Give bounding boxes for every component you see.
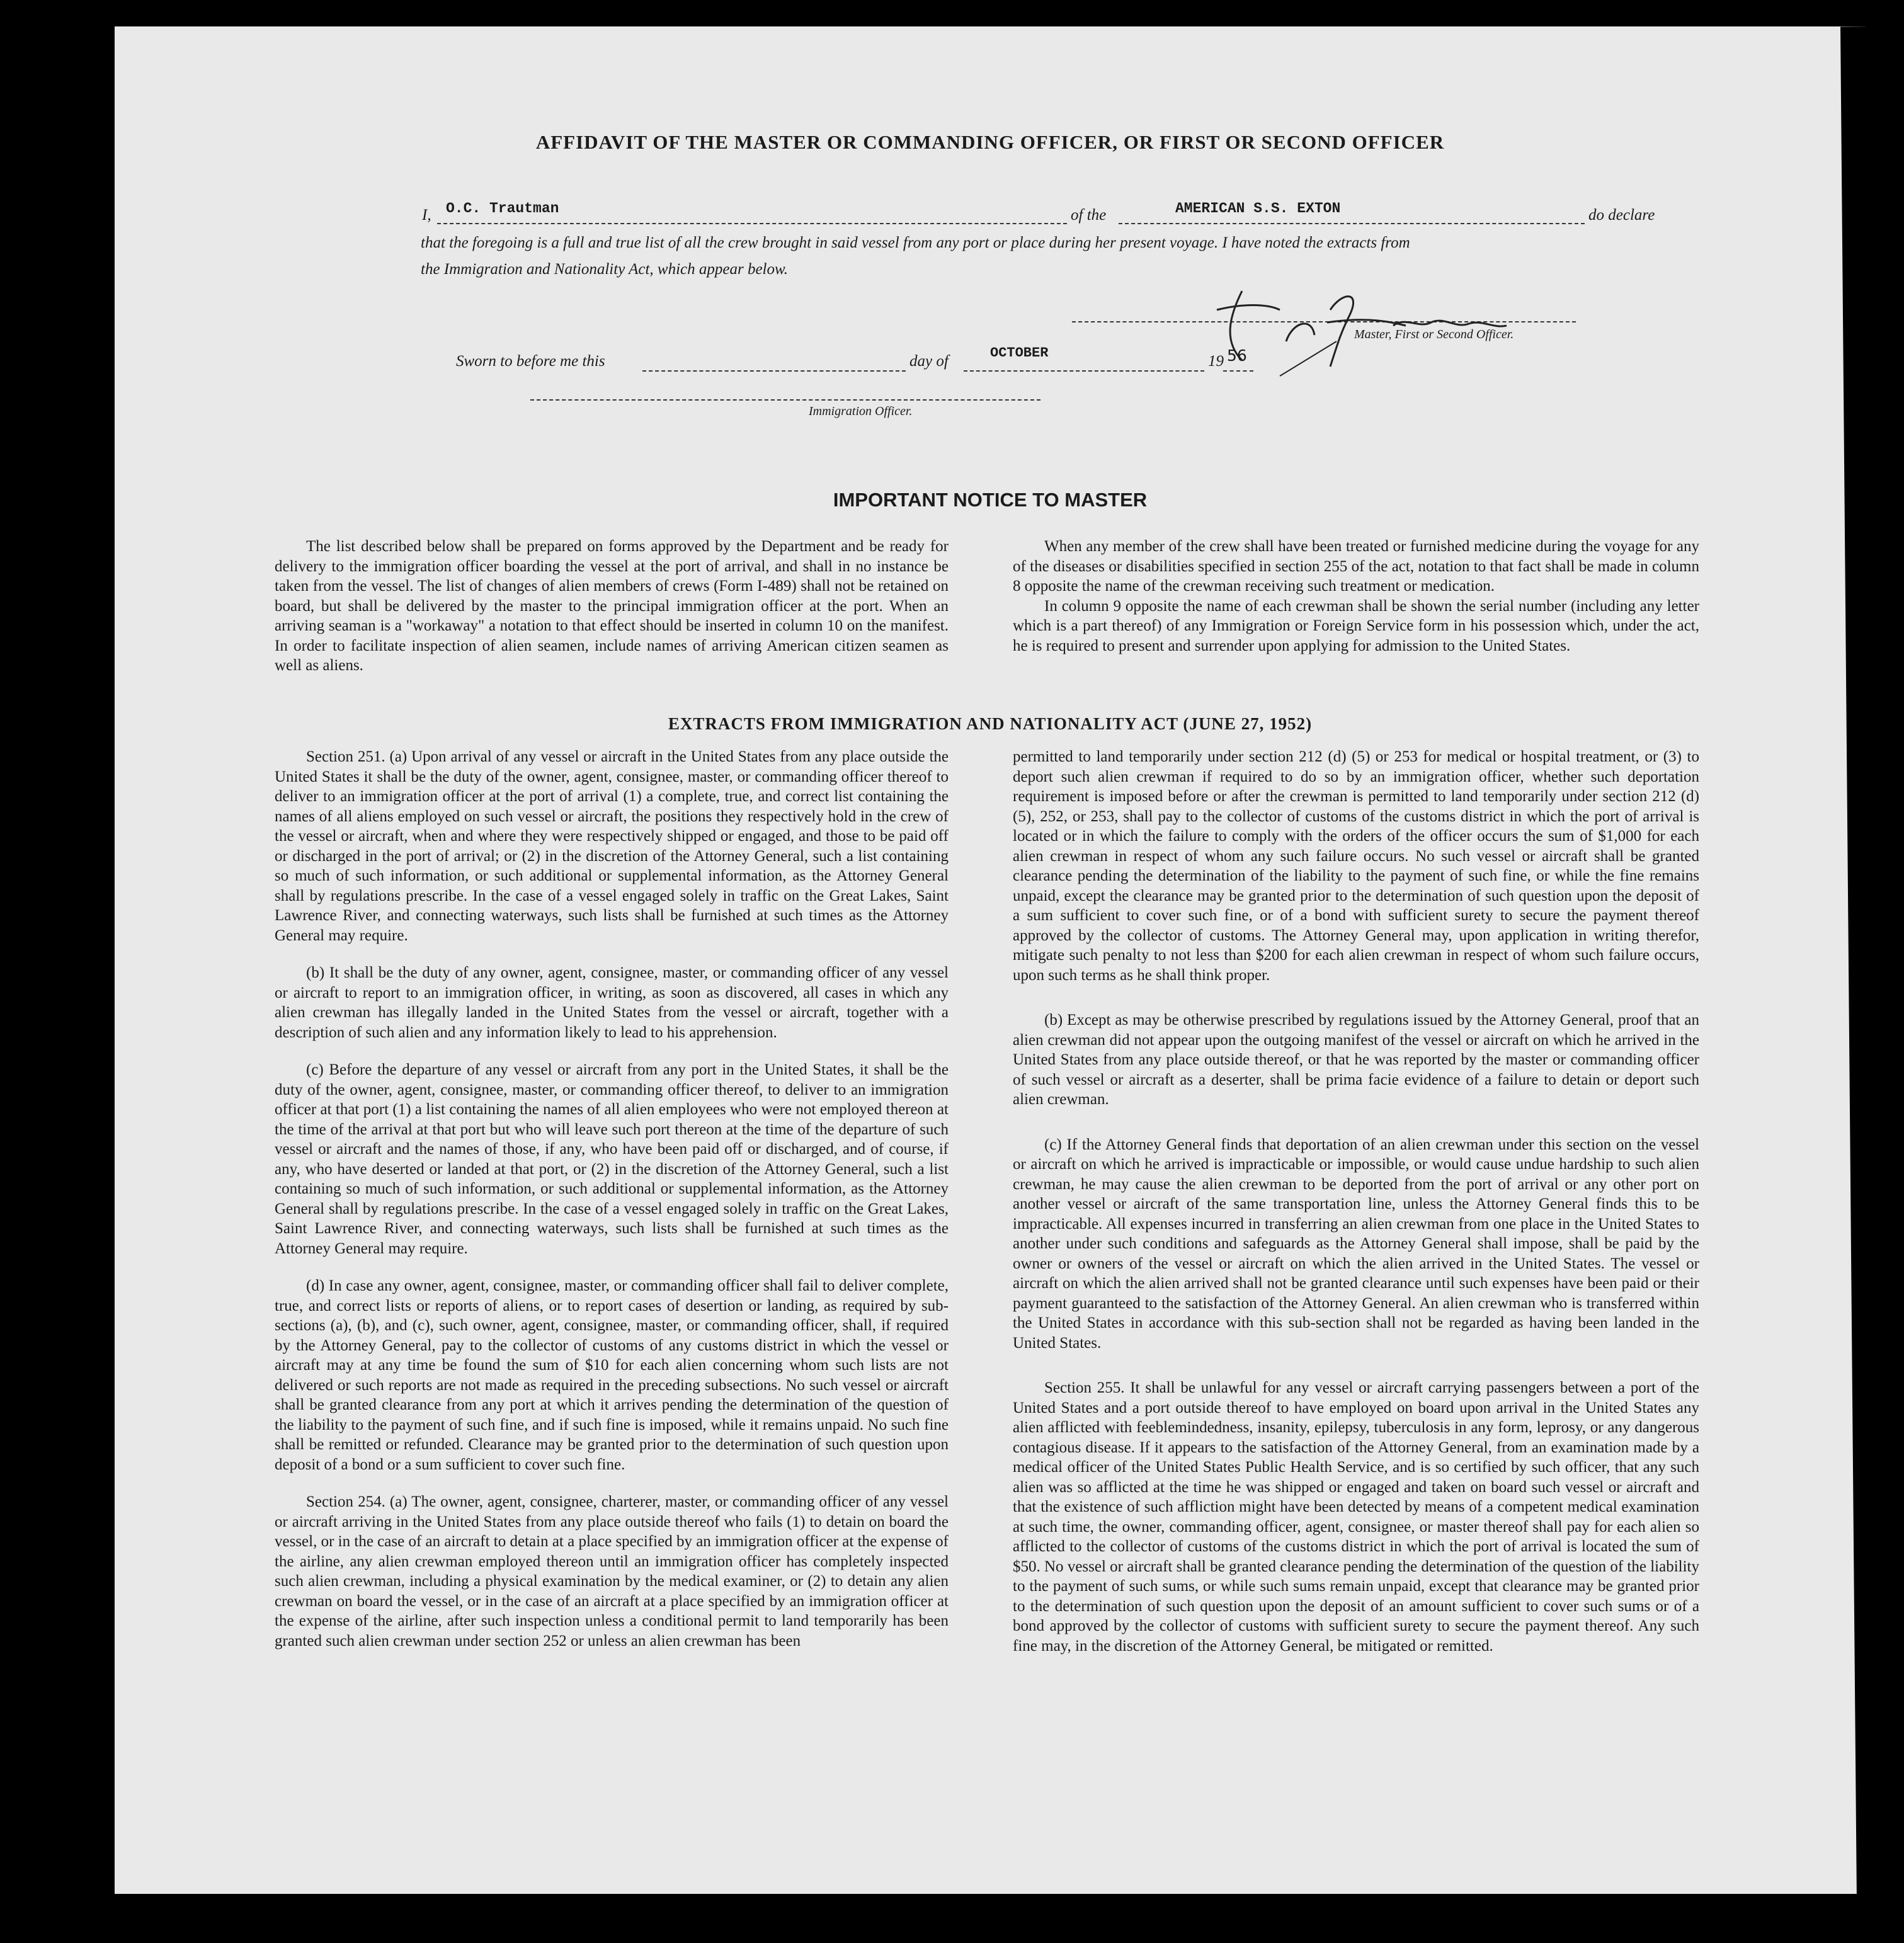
notice-right-column bbox=[1013, 537, 1699, 656]
section-254-b: (b) Except as may be otherwise prescribed by regulations issued by the Attorney General, proof that an alien crewman did not appear upon the outgoing manifest of the vessel or aircraft on which he arrived in the United States from any place outside thereof, or that he was reported by the master or commanding officer of such vessel or aircraft as a deserter, shall be prima facie evidence of a failure to detain or deport such alien crewman. bbox=[1013, 1011, 1699, 1108]
day-of-label: day of bbox=[909, 353, 949, 370]
section-255: Section 255. It shall be unlawful for any vessel or aircraft carrying passengers between a port of the United States and a port outside thereof to have employed on board upon arrival in the United States any alien afflicted with feeblemindedness, insanity, epilepsy, tuberculosis in any form, leprosy, or any dangerous contagious disease. If it appears to the satisfaction of the Attorney General, from an examination made by a medical officer of the United States Public Health Service, and is so certified by such officer, that any such alien was so afflicted at the time he was shipped or engaged and taken on board such vessel or aircraft and that the existence of such affliction might have been detected by means of a competent medical examination at such time, the owner, commanding officer, agent, consignee, or master thereof shall pay for each alien so afflicted to the collector of customs of the customs district in which the port of arrival is located the sum of $50. No vessel or aircraft shall be granted clearance pending the determination of the question of the liability to the payment of such sums, or while such sums remain unpaid, except that clearance may be granted prior to the determination of such question upon the deposit of an amount sufficient to cover such sums or of a bond approved by the collector of customs with sufficient surety to secure the payment thereof. Any such fine may, in the discretion of the Attorney General, be mitigated or remitted. bbox=[1013, 1379, 1699, 1655]
notice-left-paragraph: The list described below shall be prepared on forms approved by the Department and be ready for delivery to the immigration officer boarding the vessel at the port of arrival, and shall in no instance be taken from the vessel. The list of changes of alien members of crews (Form I-489) shall not be retained on board, but shall be delivered by the master to the principal immigration officer at the port. When an arriving seaman is a "workaway" a notation to that effect should be inserted in column 10 on the manifest. In order to facilitate inspection of alien seamen, include names of arriving American citizen seamen as well as aliens. bbox=[275, 538, 949, 674]
section-254-a-continued: permitted to land temporarily under section 212 (d) (5) or 253 for medical or hospital treatment, or (3) to deport such alien crewman if required to do so by an immigration officer, whether such deportation requirement is imposed before or after the crewman is permitted to land temporarily under section 212 (d) (5), 252, or 253, shall pay to the collector of customs of the customs district in which the port of arrival is located or in which the failure to comply with the orders of the officer occurs the sum of $1,000 for each alien crewman in respect of whom any such failure occurs. No such vessel or aircraft shall be granted clearance pending the determination of the liability to the payment of such fine, or while the fine remains unpaid, except the clearance may be granted prior to the determination of such question upon the deposit of a sum sufficient to cover such fine, or of a bond with sufficient surety to secure the payment thereof approved by the collector of customs. The Attorney General may, upon application in writing therefor, mitigate such penalty to not less than $200 for each alien crewman in respect of whom such failure occurs, upon such terms as he shall think proper. bbox=[1013, 748, 1699, 984]
master-signature bbox=[1204, 266, 1532, 379]
extracts-right-column bbox=[1013, 747, 1699, 1656]
section-254-c: (c) If the Attorney General finds that deportation of an alien crewman under this section on the vessel or aircraft on which he arrived is impracticable or impossible, or would cause undue hardship to such alien crewman, he may cause the alien crewman to be deported from the port of arrival or any other port on another vessel or aircraft of the same transportation line, unless the Attorney General finds this to be impracticable. All expenses incurred in transferring an alien crewman from one place in the United States to another under such conditions and safeguards as the Attorney General shall impose, shall be paid by the owner or owners of the vessel or aircraft on which the alien arrived in the United States. The vessel or aircraft on which the alien arrived shall not be granted clearance until such expenses have been paid or their payment guaranteed to the satisfaction of the Attorney General. An alien crewman who is transferred within the United States in accordance with this sub-section shall not be regarded as having been landed in the United States. bbox=[1013, 1136, 1699, 1352]
extracts-title: EXTRACTS FROM IMMIGRATION AND NATIONALITY ACT (JUNE 27, 1952) bbox=[668, 714, 1313, 733]
declaration-line-2: the Immigration and Nationality Act, which appear below. bbox=[421, 261, 789, 278]
immigration-officer-line bbox=[530, 398, 1040, 401]
vessel-name: AMERICAN S.S. EXTON bbox=[1175, 200, 1341, 217]
year-line bbox=[1223, 346, 1253, 372]
of-the-label: of the bbox=[1071, 207, 1107, 224]
affidavit-title: AFFIDAVIT OF THE MASTER OR COMMANDING OFFICER, OR FIRST OR SECOND OFFICER bbox=[535, 131, 1445, 153]
year-prefix: 19 bbox=[1208, 353, 1224, 370]
officer-name: O.C. Trautman bbox=[446, 200, 559, 217]
notice-right-paragraph-1: When any member of the crew shall have been treated or furnished medicine during the voyage for any of the diseases or disabilities specified in section 255 of the act, notation to that fact shall be made in column 8 opposite the name of the crewman receiving such treatment or medication. bbox=[1013, 538, 1699, 595]
sworn-label: Sworn to before me this bbox=[456, 353, 605, 370]
declaration-prefix: I, bbox=[422, 207, 431, 224]
notice-left-column bbox=[275, 537, 949, 676]
section-251-d: (d) In case any owner, agent, consignee, master, or commanding officer shall fail to deliver complete, true, and correct lists or reports of aliens, or to report cases of desertion or landing, as required by sub-sections (a), (b), and (c), such owner, agent, consignee, master, or commanding officer, shall, if required by the Attorney General, pay to the collector of customs of any customs district in which the vessel or aircraft may at any time be found the sum of $10 for each alien concerning whom such lists are not delivered or such reports are not made as required in the preceding subsections. No such vessel or aircraft shall be granted clearance from any port at which it arrives pending the determination of the question of the liability to the payment of such fine, and if such fine is imposed, while it remains unpaid. No such fine shall be remitted or refunded. Clearance may be granted prior to the determination of such question upon deposit of a bond or a sum sufficient to cover such fine. bbox=[275, 1277, 949, 1473]
officer-name-line bbox=[437, 200, 1067, 224]
extracts-left-column bbox=[275, 747, 949, 1651]
month-value: OCTOBER bbox=[990, 345, 1049, 361]
notice-title: IMPORTANT NOTICE TO MASTER bbox=[833, 489, 1148, 511]
affidavit-page bbox=[115, 26, 1866, 1894]
notice-right-paragraph-2: In column 9 opposite the name of each crewman shall be shown the serial number (including any letter which is a part thereof) of any Immigration or Foreign Service form in his possession which, under the act, he is required to present and surrender upon applying for admission to the United States. bbox=[1013, 597, 1699, 654]
master-caption: Master, First or Second Officer. bbox=[1354, 328, 1514, 341]
sworn-day-line bbox=[642, 353, 906, 372]
year-value: 56 bbox=[1227, 346, 1247, 365]
section-251-b: (b) It shall be the duty of any owner, agent, consignee, master, or commanding officer of any vessel or aircraft to report to an immigration officer, in writing, as soon as discovered, all cases in which any alien crewman has illegally landed in the United States from the vessel or aircraft, together with a description of such alien and any information likely to lead to his apprehension. bbox=[275, 964, 949, 1041]
immigration-officer-caption: Immigration Officer. bbox=[809, 404, 913, 418]
section-254-a: Section 254. (a) The owner, agent, consignee, charterer, master, or commanding officer of any vessel or aircraft arriving in the United States from any place outside thereof who fails (1) to detain on board the vessel, or in the case of an aircraft to detain at a place specified by an immigration officer at the expense of the airline, any alien crewman employed thereon until an immigration officer has completely inspected such alien crewman, including a physical examination by the medical examiner, or (2) to detain any alien crewman on board the vessel, or in the case of an aircraft at a place specified by an immigration officer at the expense of the airline, after such inspection unless a conditional permit to land temporarily has been granted such alien crewman under section 252 or unless an alien crewman has been bbox=[275, 1493, 949, 1650]
declaration-line-1: that the foregoing is a full and true list of all the crew brought in said vessel from any port or place during her present voyage. I have noted the extracts from bbox=[421, 234, 1410, 251]
vessel-name-line bbox=[1119, 200, 1585, 224]
month-line bbox=[964, 345, 1204, 372]
section-251-c: (c) Before the departure of any vessel or aircraft from any port in the United States, it shall be the duty of the owner, agent, consignee, master, or commanding officer thereof, to deliver to an immigration officer at that port (1) a list containing the names of all alien employees who were not employed thereon at the time of the arrival at that port but who will leave such port thereon at the time of the departure of such vessel or aircraft and the names of those, if any, who have been paid off or discharged, and of course, if any, who have deserted or landed at that port, or (2) in the discretion of the Attorney General, such a list containing so much of such information, or such additional or supplemental information, as the Attorney General shall by regulations prescribe. In the case of a vessel engaged solely in traffic on the Great Lakes, Saint Lawrence River, and connecting waterways, such lists shall be furnished at such times as the Attorney General may require. bbox=[275, 1061, 949, 1257]
section-251-a: Section 251. (a) Upon arrival of any vessel or aircraft in the United States from any place outside the United States it shall be the duty of the owner, agent, consignee, master, or commanding officer thereof to deliver to an immigration officer at the port of arrival (1) a complete, true, and correct list containing the names of all aliens employed on such vessel or aircraft, the positions they respectively hold in the crew of the vessel or aircraft, when and where they were respectively shipped or engaged, and those to be paid off or discharged in the port of arrival; or (2) in the discretion of the Attorney General, such a list containing so much of such information, or such additional or supplemental information, as the Attorney General shall by regulations prescribe. In the case of a vessel engaged solely in traffic on the Great Lakes, Saint Lawrence River, and connecting waterways, such lists shall be furnished at such times as the Attorney General may require. bbox=[275, 748, 949, 944]
do-declare-label: do declare bbox=[1588, 207, 1655, 224]
